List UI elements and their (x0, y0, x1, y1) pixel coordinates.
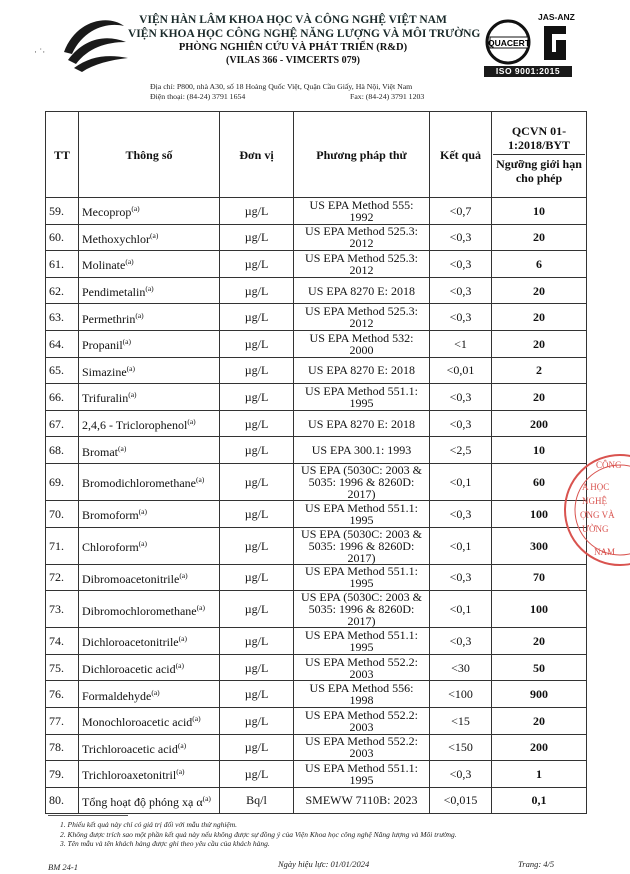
contact-info (150, 82, 425, 101)
result-cell: <0,3 (430, 277, 492, 304)
row-number: 62. (46, 277, 79, 304)
method-cell: US EPA 300.1: 1993 (294, 437, 430, 464)
table-row (46, 654, 587, 681)
accreditation-mark: (a) (138, 507, 147, 517)
unit-cell: µg/L (220, 681, 294, 708)
parameter-name (79, 463, 220, 500)
parameter-name (79, 527, 220, 564)
parameter-label: 2,4,6 - Triclorophenol (82, 418, 188, 433)
limit-cell: 50 (492, 654, 587, 681)
result-cell: <0,3 (430, 224, 492, 251)
academy-name: VIỆN HÀN LÂM KHOA HỌC VÀ CÔNG NGHỆ VIỆT NAM (139, 14, 447, 26)
limit-cell: 900 (492, 681, 587, 708)
letterhead (0, 0, 607, 108)
row-number: 79. (46, 761, 79, 788)
department-title: PHÒNG NGHIÊN CỨU VÀ PHÁT TRIỂN (R&D) (178, 42, 408, 53)
parameter-name (79, 591, 220, 628)
unit-cell: µg/L (220, 761, 294, 788)
limit-cell: 200 (492, 734, 587, 761)
limit-cell: 0,1 (492, 787, 587, 814)
parameter-name (79, 628, 220, 655)
parameter-name (79, 198, 220, 225)
table-row (46, 527, 587, 564)
accreditation-mark: (a) (150, 230, 159, 240)
method-cell: US EPA Method 551.1: 1995 (294, 564, 430, 591)
limit-cell: 10 (492, 437, 587, 464)
table-row (46, 734, 587, 761)
parameter-label: Formaldehyde (82, 688, 152, 703)
limit-cell: 20 (492, 304, 587, 331)
method-cell: US EPA Method 552.2: 2003 (294, 734, 430, 761)
parameter-name (79, 734, 220, 761)
table-row (46, 707, 587, 734)
unit-cell: µg/L (220, 527, 294, 564)
page-footer (48, 855, 588, 874)
parameter-name (79, 437, 220, 464)
parameter-name (79, 330, 220, 357)
accreditation-mark: (a) (138, 539, 147, 549)
footnote-divider (48, 815, 128, 816)
parameter-label: Dibromochloromethane (82, 603, 197, 618)
parameter-name (79, 304, 220, 331)
footnotes (60, 820, 457, 849)
parameter-name (79, 681, 220, 708)
accreditation-mark: (a) (126, 363, 135, 373)
page-number: Trang: 4/5 (518, 859, 555, 869)
table-row (46, 251, 587, 278)
result-cell: <0,3 (430, 410, 492, 437)
svg-text:ƯỜNG: ƯỜNG (582, 524, 609, 534)
parameter-name (79, 787, 220, 814)
method-cell: US EPA Method 556: 1998 (294, 681, 430, 708)
table-row (46, 410, 587, 437)
unit-cell: µg/L (220, 304, 294, 331)
limit-cell: 20 (492, 628, 587, 655)
result-cell: <2,5 (430, 437, 492, 464)
row-number: 72. (46, 564, 79, 591)
unit-cell: µg/L (220, 707, 294, 734)
header-tt: TT (46, 112, 79, 198)
result-cell: <0,1 (430, 591, 492, 628)
unit-cell: µg/L (220, 251, 294, 278)
result-cell: <0,1 (430, 463, 492, 500)
table-row (46, 761, 587, 788)
row-number: 71. (46, 527, 79, 564)
parameter-label: Permethrin (82, 311, 136, 326)
row-number: 70. (46, 500, 79, 527)
parameter-label: Simazine (82, 364, 127, 379)
form-code: BM 24-1 (48, 862, 78, 872)
table-row (46, 304, 587, 331)
method-cell: US EPA Method 552.2: 2003 (294, 654, 430, 681)
row-number: 74. (46, 628, 79, 655)
parameter-name (79, 224, 220, 251)
accreditation-mark: (a) (175, 661, 184, 671)
row-number: 59. (46, 198, 79, 225)
parameter-label: Trifuralin (82, 391, 129, 406)
institute-logo-icon (58, 12, 130, 74)
result-cell: <0,3 (430, 384, 492, 411)
unit-cell: µg/L (220, 734, 294, 761)
parameter-label: Pendimetalin (82, 285, 146, 300)
result-cell: <100 (430, 681, 492, 708)
limit-cell: 6 (492, 251, 587, 278)
parameter-label: Bromoform (82, 508, 139, 523)
jas-anz-label: JAS-ANZ (538, 12, 575, 22)
table-row (46, 384, 587, 411)
method-cell: US EPA Method 552.2: 2003 (294, 707, 430, 734)
row-number: 63. (46, 304, 79, 331)
svg-text:A HỌC: A HỌC (582, 482, 610, 492)
limit-cell: 20 (492, 277, 587, 304)
accreditation-mark: (a) (145, 284, 154, 294)
parameter-name (79, 410, 220, 437)
result-cell: <0,3 (430, 500, 492, 527)
accreditation-mark: (a) (187, 417, 196, 427)
parameter-name (79, 654, 220, 681)
accreditation-mark: (a) (195, 475, 205, 485)
address-text: Địa chỉ: P800, nhà A30, số 18 Hoàng Quốc Việt, Quận Cầu Giấy, Hà Nội, Việt Nam (150, 82, 413, 91)
table-row (46, 277, 587, 304)
limit-cell: 60 (492, 463, 587, 500)
parameter-label: Tổng hoạt độ phóng xạ α (82, 794, 203, 809)
row-number: 78. (46, 734, 79, 761)
parameter-label: Mecoprop (82, 205, 132, 220)
method-cell: SMEWW 7110B: 2023 (294, 787, 430, 814)
method-cell: US EPA (5030C: 2003 & 5035: 1996 & 8260D: 2017) (294, 463, 430, 500)
table-row (46, 224, 587, 251)
svg-text:NGHỆ: NGHỆ (582, 496, 607, 506)
method-cell: US EPA (5030C: 2003 & 5035: 1996 & 8260D: 2017) (294, 591, 430, 628)
row-number: 80. (46, 787, 79, 814)
accreditation-mark: (a) (176, 767, 185, 777)
table-row (46, 463, 587, 500)
unit-cell: µg/L (220, 628, 294, 655)
footnote-3: 3. Tên mẫu và tên khách hàng được ghi theo yêu cầu của khách hàng. (60, 839, 270, 848)
method-cell: US EPA Method 525.3: 2012 (294, 304, 430, 331)
quacert-brand-text: QUACERT (487, 38, 531, 48)
row-number: 68. (46, 437, 79, 464)
row-number: 69. (46, 463, 79, 500)
fax-text: Fax: (84-24) 3791 1203 (350, 91, 425, 101)
unit-cell: µg/L (220, 410, 294, 437)
accreditation-mark: (a) (125, 257, 134, 267)
unit-cell: µg/L (220, 357, 294, 384)
limit-cell: 20 (492, 224, 587, 251)
svg-text:ỢNG VÀ: ỢNG VÀ (580, 510, 615, 520)
limit-cell: 70 (492, 564, 587, 591)
footnote-2: 2. Không được trích sao một phần kết quả này nếu không được sự đồng ý của Viện Khoa học công nghệ Năng lượng và Môi trường. (60, 829, 457, 839)
table-body (46, 198, 587, 814)
parameter-label: Molinate (82, 258, 126, 273)
method-cell: US EPA Method 555: 1992 (294, 198, 430, 225)
parameter-label: Dibromoacetonitrile (82, 571, 180, 586)
limit-cell: 20 (492, 330, 587, 357)
parameter-label: Methoxychlor (82, 231, 150, 246)
accreditation-codes: (VILAS 366 - VIMCERTS 079) (226, 55, 360, 66)
row-number: 65. (46, 357, 79, 384)
parameter-name (79, 251, 220, 278)
table-row (46, 787, 587, 814)
header-result: Kết quả (430, 112, 492, 198)
accreditation-mark: (a) (151, 687, 160, 697)
table-row (46, 564, 587, 591)
result-cell: <0,3 (430, 761, 492, 788)
method-cell: US EPA 8270 E: 2018 (294, 357, 430, 384)
unit-cell: µg/L (220, 564, 294, 591)
result-cell: <0,3 (430, 251, 492, 278)
header-standard (492, 112, 587, 198)
accreditation-mark: (a) (179, 570, 188, 580)
table-row (46, 357, 587, 384)
result-cell: <0,7 (430, 198, 492, 225)
svg-text:NAM: NAM (594, 547, 616, 557)
result-cell: <0,01 (430, 357, 492, 384)
limit-cell: 200 (492, 410, 587, 437)
parameter-name (79, 564, 220, 591)
parameter-label: Trichloroaxetonitril (82, 768, 177, 783)
parameter-label: Bromat (82, 444, 118, 459)
unit-cell: µg/L (220, 437, 294, 464)
table-header-row (46, 112, 587, 198)
method-cell: US EPA Method 551.1: 1995 (294, 628, 430, 655)
accreditation-mark: (a) (131, 204, 140, 214)
method-cell: US EPA (5030C: 2003 & 5035: 1996 & 8260D: 2017) (294, 527, 430, 564)
parameter-name (79, 500, 220, 527)
accreditation-mark: (a) (118, 443, 127, 453)
parameter-name (79, 277, 220, 304)
header-param: Thông số (79, 112, 220, 198)
table-row (46, 330, 587, 357)
result-cell: <30 (430, 654, 492, 681)
header-unit: Đơn vị (220, 112, 294, 198)
unit-cell: µg/L (220, 277, 294, 304)
parameter-label: Propanil (82, 338, 123, 353)
parameter-name (79, 707, 220, 734)
effective-date: Ngày hiệu lực: 01/01/2024 (278, 859, 370, 869)
header-method: Phương pháp thử (294, 112, 430, 198)
parameter-label: Dichloroacetonitrile (82, 635, 179, 650)
method-cell: US EPA 8270 E: 2018 (294, 277, 430, 304)
parameter-name (79, 384, 220, 411)
accreditation-mark: (a) (128, 390, 137, 400)
parameter-label: Dichloroacetic acid (82, 662, 176, 677)
unit-cell: Bq/l (220, 787, 294, 814)
row-number: 66. (46, 384, 79, 411)
svg-text:CÔNG: CÔNG (596, 460, 622, 470)
limit-cell: 100 (492, 591, 587, 628)
table-row (46, 681, 587, 708)
parameter-label: Monochloroacetic acid (82, 715, 193, 730)
limit-cell: 300 (492, 527, 587, 564)
method-cell: US EPA Method 525.3: 2012 (294, 251, 430, 278)
iso-badge: ISO 9001:2015 (484, 66, 572, 77)
institute-title: VIỆN KHOA HỌC CÔNG NGHỆ NĂNG LƯỢNG VÀ MÔI TRƯỜNG (128, 28, 481, 40)
unit-cell: µg/L (220, 384, 294, 411)
limit-cell: 2 (492, 357, 587, 384)
table-row (46, 437, 587, 464)
unit-cell: µg/L (220, 463, 294, 500)
table-row (46, 628, 587, 655)
result-cell: <1 (430, 330, 492, 357)
result-cell: <0,3 (430, 304, 492, 331)
row-number: 67. (46, 410, 79, 437)
parameter-name (79, 357, 220, 384)
unit-cell: µg/L (220, 654, 294, 681)
results-table (45, 111, 587, 814)
accreditation-mark: (a) (202, 793, 211, 803)
limit-cell: 20 (492, 707, 587, 734)
accreditation-mark: (a) (177, 740, 187, 750)
row-number: 75. (46, 654, 79, 681)
result-cell: <0,3 (430, 564, 492, 591)
unit-cell: µg/L (220, 198, 294, 225)
method-cell: US EPA Method 525.3: 2012 (294, 224, 430, 251)
parameter-label: Trichloroacetic acid (82, 741, 178, 756)
limit-cell: 100 (492, 500, 587, 527)
result-cell: <0,1 (430, 527, 492, 564)
result-cell: <15 (430, 707, 492, 734)
method-cell: US EPA Method 551.1: 1995 (294, 384, 430, 411)
unit-cell: µg/L (220, 224, 294, 251)
table-row (46, 591, 587, 628)
parameter-label: Chloroform (82, 540, 139, 555)
limit-cell: 1 (492, 761, 587, 788)
limit-cell: 10 (492, 198, 587, 225)
accreditation-mark: (a) (122, 337, 131, 347)
red-seal-stamp-icon (560, 410, 630, 610)
footnote-1: 1. Phiếu kết quả này chỉ có giá trị đối với mẫu thử nghiệm. (60, 820, 238, 829)
decorative-dots: · ˙· (34, 47, 46, 57)
row-number: 76. (46, 681, 79, 708)
accreditation-mark: (a) (135, 310, 144, 320)
parameter-label: Bromodichloromethane (82, 476, 196, 491)
row-number: 77. (46, 707, 79, 734)
method-cell: US EPA Method 551.1: 1995 (294, 761, 430, 788)
header-standard-code: QCVN 01-1:2018/BYT (507, 124, 570, 152)
parameter-name (79, 761, 220, 788)
unit-cell: µg/L (220, 500, 294, 527)
table-row (46, 198, 587, 225)
limit-cell: 20 (492, 384, 587, 411)
result-cell: <150 (430, 734, 492, 761)
table-row (46, 500, 587, 527)
institute-name (128, 13, 481, 67)
method-cell: US EPA Method 532: 2000 (294, 330, 430, 357)
row-number: 64. (46, 330, 79, 357)
row-number: 61. (46, 251, 79, 278)
accreditation-mark: (a) (178, 634, 187, 644)
method-cell: US EPA Method 551.1: 1995 (294, 500, 430, 527)
unit-cell: µg/L (220, 591, 294, 628)
unit-cell: µg/L (220, 330, 294, 357)
accreditation-mark: (a) (192, 714, 201, 724)
accreditation-mark: (a) (196, 602, 205, 612)
result-cell: <0,3 (430, 628, 492, 655)
method-cell: US EPA 8270 E: 2018 (294, 410, 430, 437)
header-standard-sub: Ngưỡng giới hạn cho phép (493, 154, 585, 185)
result-cell: <0,015 (430, 787, 492, 814)
row-number: 73. (46, 591, 79, 628)
phone-text: Điện thoại: (84-24) 3791 1654 (150, 91, 246, 101)
row-number: 60. (46, 224, 79, 251)
